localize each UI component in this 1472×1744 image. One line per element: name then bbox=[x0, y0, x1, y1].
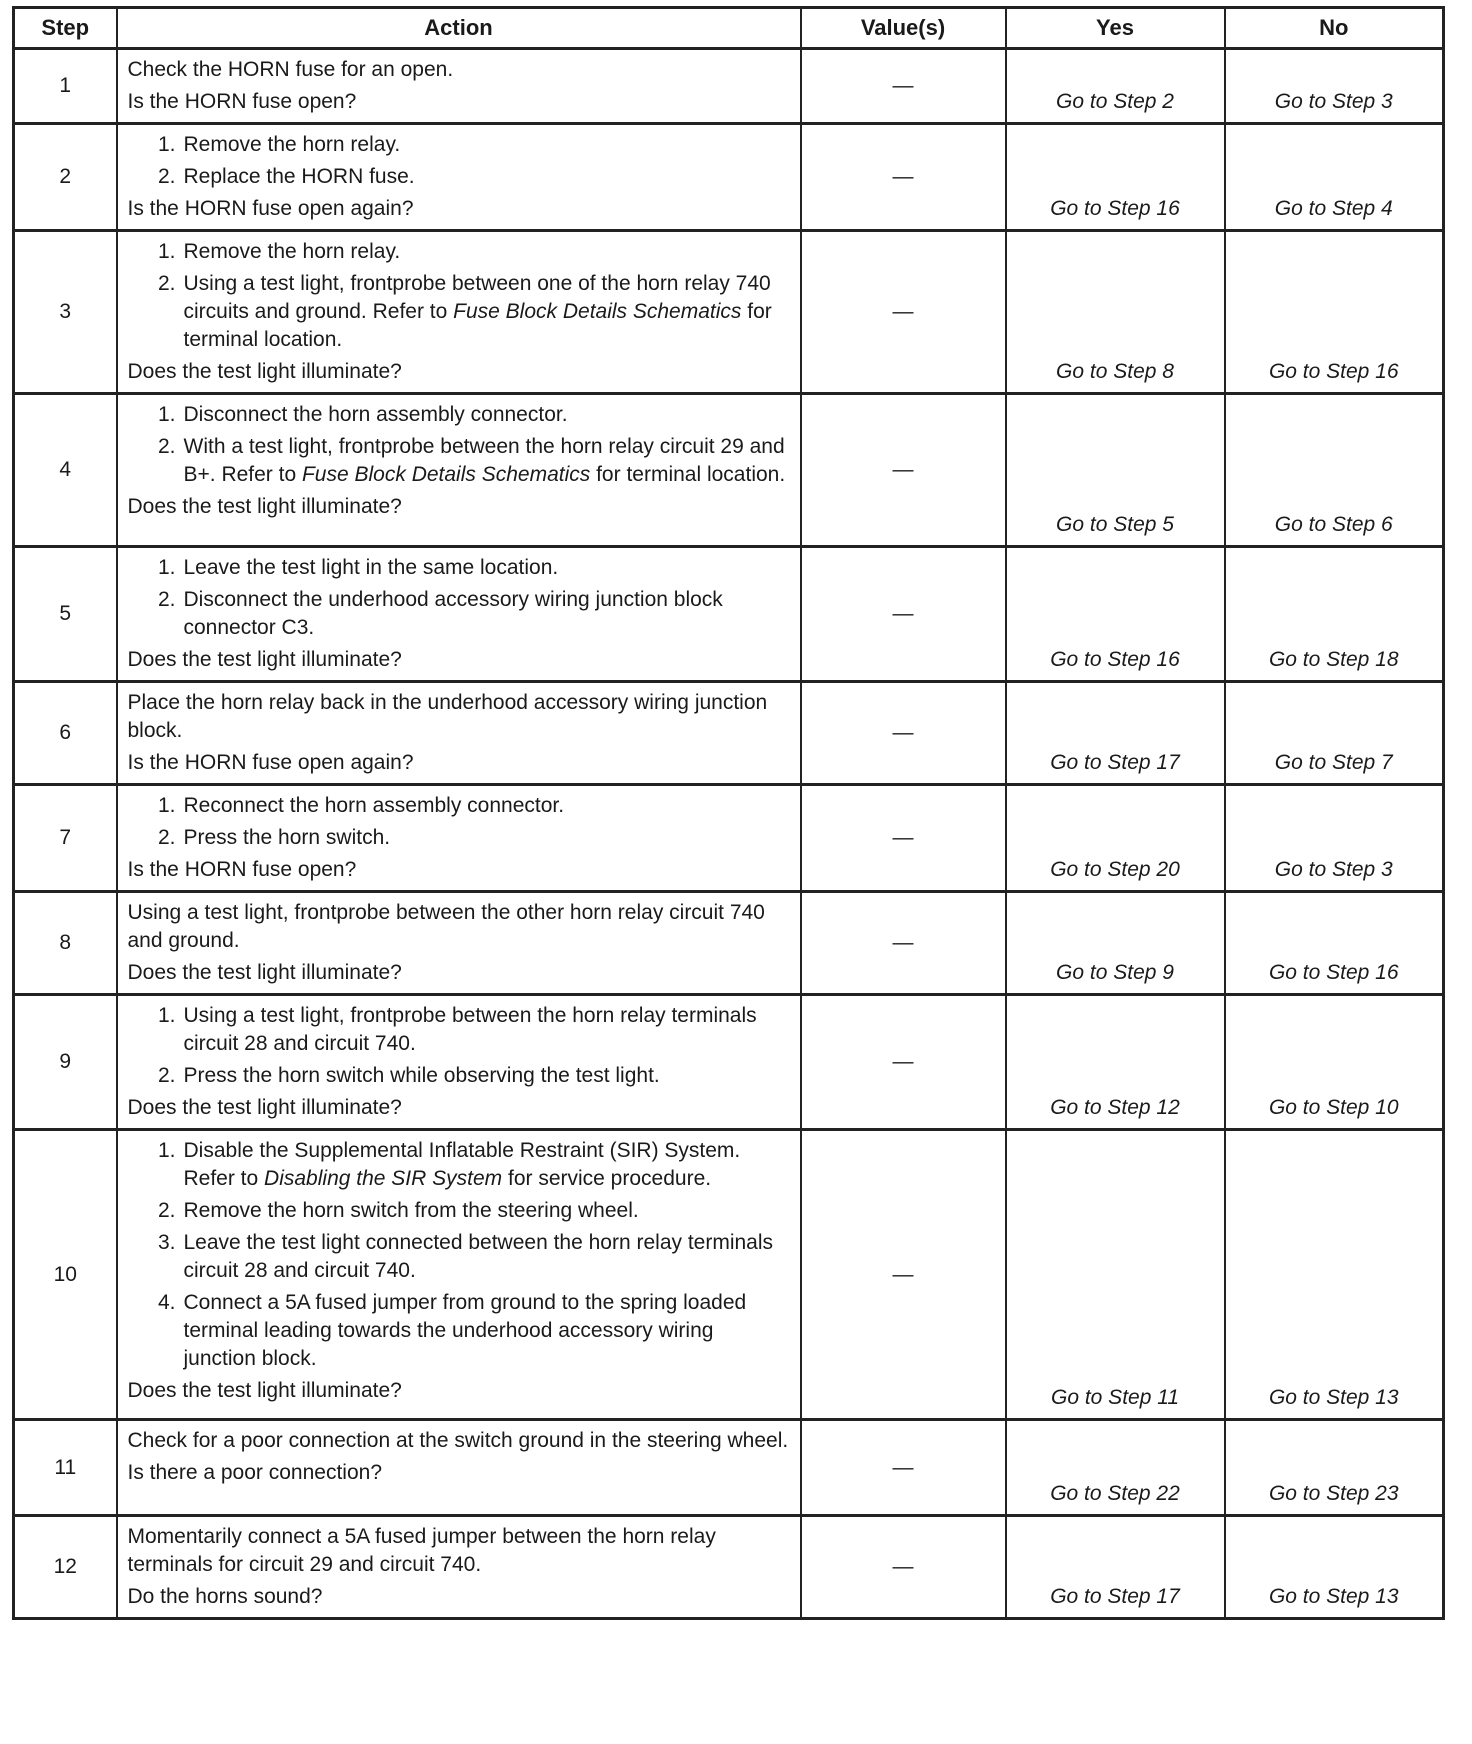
step-number: 9 bbox=[14, 995, 117, 1130]
action-step-number: 2. bbox=[157, 272, 176, 295]
value-cell: — bbox=[801, 995, 1006, 1130]
action-step-text bbox=[184, 131, 790, 159]
action-step-item bbox=[128, 586, 790, 642]
action-text: for terminal location. bbox=[590, 463, 786, 486]
action-step-number: 4. bbox=[157, 1291, 176, 1314]
action-text: Disconnect the horn assembly connector. bbox=[183, 403, 568, 426]
no-result: Go to Step 6 bbox=[1225, 394, 1444, 547]
table-row bbox=[14, 231, 1444, 394]
action-step-item bbox=[128, 131, 790, 159]
value-cell: — bbox=[801, 547, 1006, 682]
action-text: for service procedure. bbox=[502, 1167, 712, 1190]
action-step-text bbox=[184, 1062, 790, 1090]
action-paragraph bbox=[128, 1523, 790, 1579]
action-text: Using a test light, frontprobe between the other horn relay circuit 740 and ground. bbox=[127, 901, 765, 952]
action-text: Disconnect the underhood accessory wiring junction block connector C3. bbox=[183, 588, 723, 639]
action-step-text bbox=[184, 163, 790, 191]
reference-title: Fuse Block Details Schematics bbox=[453, 300, 742, 323]
action-step-number: 1. bbox=[157, 133, 176, 156]
action-step-text bbox=[184, 238, 790, 266]
reference-title: Disabling the SIR System bbox=[264, 1167, 503, 1190]
action-paragraph bbox=[128, 899, 790, 955]
no-result: Go to Step 18 bbox=[1225, 547, 1444, 682]
action-text: Replace the HORN fuse. bbox=[183, 165, 415, 188]
action-paragraph bbox=[128, 1427, 790, 1455]
action-step-item bbox=[128, 1289, 790, 1373]
action-step-item bbox=[128, 1062, 790, 1090]
table-row bbox=[14, 1130, 1444, 1420]
action-question: Is there a poor connection? bbox=[127, 1461, 383, 1484]
action-step-item bbox=[128, 554, 790, 582]
action-question: Is the HORN fuse open? bbox=[127, 90, 357, 113]
action-step-number: 2. bbox=[157, 1199, 176, 1222]
step-number: 2 bbox=[14, 124, 117, 231]
action-step-text bbox=[184, 401, 790, 429]
yes-result: Go to Step 8 bbox=[1006, 231, 1225, 394]
table-row bbox=[14, 892, 1444, 995]
value-cell: — bbox=[801, 892, 1006, 995]
action-step-item bbox=[128, 401, 790, 429]
header-action: Action bbox=[117, 8, 801, 49]
no-result: Go to Step 7 bbox=[1225, 682, 1444, 785]
value-cell: — bbox=[801, 49, 1006, 124]
yes-result: Go to Step 5 bbox=[1006, 394, 1225, 547]
no-result: Go to Step 4 bbox=[1225, 124, 1444, 231]
no-result: Go to Step 10 bbox=[1225, 995, 1444, 1130]
table-row bbox=[14, 1516, 1444, 1619]
action-step-number: 1. bbox=[157, 240, 176, 263]
action-step-text bbox=[184, 1289, 790, 1373]
action-text: Remove the horn relay. bbox=[183, 240, 401, 263]
action-text: Using a test light, frontprobe between one of the horn relay 740 circuits and ground. Refer to bbox=[183, 272, 771, 323]
table-row bbox=[14, 547, 1444, 682]
action-question: Is the HORN fuse open again? bbox=[127, 751, 414, 774]
header-step: Step bbox=[14, 8, 117, 49]
action-step-text bbox=[184, 824, 790, 852]
action-text: Reconnect the horn assembly connector. bbox=[183, 794, 565, 817]
action-text: Leave the test light connected between the horn relay terminals circuit 28 and circuit 740. bbox=[183, 1231, 774, 1282]
yes-result: Go to Step 16 bbox=[1006, 124, 1225, 231]
action-step-number: 2. bbox=[157, 1064, 176, 1087]
action-steps-list bbox=[128, 554, 790, 642]
step-number: 4 bbox=[14, 394, 117, 547]
yes-result: Go to Step 11 bbox=[1006, 1130, 1225, 1420]
step-number: 11 bbox=[14, 1420, 117, 1516]
action-cell bbox=[117, 394, 801, 547]
action-text: Press the horn switch. bbox=[183, 826, 391, 849]
yes-result: Go to Step 22 bbox=[1006, 1420, 1225, 1516]
action-steps-list bbox=[128, 131, 790, 191]
table-row bbox=[14, 682, 1444, 785]
reference-title: Fuse Block Details Schematics bbox=[301, 463, 591, 486]
action-step-item bbox=[128, 433, 790, 489]
table-row bbox=[14, 49, 1444, 124]
action-text: Using a test light, frontprobe between the horn relay terminals circuit 28 and circuit 740. bbox=[183, 1004, 757, 1055]
yes-result: Go to Step 20 bbox=[1006, 785, 1225, 892]
action-step-text bbox=[184, 792, 790, 820]
action-cell bbox=[117, 1420, 801, 1516]
action-step-item bbox=[128, 824, 790, 852]
action-cell bbox=[117, 1516, 801, 1619]
header-yes: Yes bbox=[1006, 8, 1225, 49]
action-question: Does the test light illuminate? bbox=[127, 648, 402, 671]
action-step-text bbox=[184, 433, 790, 489]
action-text: Remove the horn relay. bbox=[183, 133, 401, 156]
action-text: Disable the Supplemental Inflatable Restraint (SIR) System. Refer to bbox=[183, 1139, 741, 1190]
yes-result: Go to Step 9 bbox=[1006, 892, 1225, 995]
action-step-number: 2. bbox=[157, 826, 176, 849]
action-step-item bbox=[128, 1197, 790, 1225]
action-step-text bbox=[184, 1137, 790, 1193]
action-question: Does the test light illuminate? bbox=[127, 495, 402, 518]
step-number: 1 bbox=[14, 49, 117, 124]
action-step-number: 3. bbox=[157, 1231, 176, 1254]
header-no: No bbox=[1225, 8, 1444, 49]
action-question: Do the horns sound? bbox=[127, 1585, 323, 1608]
action-step-text bbox=[184, 1229, 790, 1285]
action-cell bbox=[117, 892, 801, 995]
action-cell bbox=[117, 231, 801, 394]
action-step-number: 1. bbox=[157, 403, 176, 426]
value-cell: — bbox=[801, 1130, 1006, 1420]
action-text: With a test light, frontprobe between the horn relay circuit 29 and B+. Refer to bbox=[183, 435, 785, 486]
action-text: Leave the test light in the same location. bbox=[183, 556, 559, 579]
no-result: Go to Step 16 bbox=[1225, 892, 1444, 995]
action-step-number: 1. bbox=[157, 794, 176, 817]
value-cell: — bbox=[801, 231, 1006, 394]
action-text: Check the HORN fuse for an open. bbox=[127, 58, 454, 81]
value-cell: — bbox=[801, 682, 1006, 785]
action-step-text bbox=[184, 1197, 790, 1225]
step-number: 5 bbox=[14, 547, 117, 682]
value-cell: — bbox=[801, 1420, 1006, 1516]
action-step-text bbox=[184, 586, 790, 642]
action-cell bbox=[117, 995, 801, 1130]
yes-result: Go to Step 2 bbox=[1006, 49, 1225, 124]
action-question: Does the test light illuminate? bbox=[127, 961, 402, 984]
action-steps-list bbox=[128, 1137, 790, 1373]
action-cell bbox=[117, 1130, 801, 1420]
action-cell bbox=[117, 547, 801, 682]
action-steps-list bbox=[128, 401, 790, 489]
action-paragraph bbox=[128, 56, 790, 84]
no-result: Go to Step 13 bbox=[1225, 1516, 1444, 1619]
action-step-number: 1. bbox=[157, 1139, 176, 1162]
step-number: 7 bbox=[14, 785, 117, 892]
action-text: Momentarily connect a 5A fused jumper between the horn relay terminals for circuit 29 and circuit 740. bbox=[127, 1525, 716, 1576]
value-cell: — bbox=[801, 785, 1006, 892]
value-cell: — bbox=[801, 1516, 1006, 1619]
no-result: Go to Step 23 bbox=[1225, 1420, 1444, 1516]
action-text: Check for a poor connection at the switch ground in the steering wheel. bbox=[127, 1429, 789, 1452]
action-step-item bbox=[128, 163, 790, 191]
table-row bbox=[14, 1420, 1444, 1516]
yes-result: Go to Step 17 bbox=[1006, 682, 1225, 785]
no-result: Go to Step 3 bbox=[1225, 785, 1444, 892]
action-steps-list bbox=[128, 1002, 790, 1090]
action-steps-list bbox=[128, 238, 790, 354]
action-text: Place the horn relay back in the underhood accessory wiring junction block. bbox=[127, 691, 768, 742]
action-cell bbox=[117, 124, 801, 231]
yes-result: Go to Step 16 bbox=[1006, 547, 1225, 682]
action-cell bbox=[117, 785, 801, 892]
action-step-item bbox=[128, 238, 790, 266]
table-row bbox=[14, 785, 1444, 892]
action-step-text bbox=[184, 1002, 790, 1058]
yes-result: Go to Step 12 bbox=[1006, 995, 1225, 1130]
action-question: Is the HORN fuse open? bbox=[127, 858, 357, 881]
header-values: Value(s) bbox=[801, 8, 1006, 49]
step-number: 10 bbox=[14, 1130, 117, 1420]
action-question: Does the test light illuminate? bbox=[127, 1096, 402, 1119]
step-number: 6 bbox=[14, 682, 117, 785]
action-steps-list bbox=[128, 792, 790, 852]
value-cell: — bbox=[801, 394, 1006, 547]
action-text: Remove the horn switch from the steering wheel. bbox=[183, 1199, 639, 1222]
action-text: for terminal location. bbox=[183, 300, 772, 351]
diagnostic-table-page bbox=[12, 6, 1442, 1620]
no-result: Go to Step 16 bbox=[1225, 231, 1444, 394]
header-row bbox=[14, 8, 1444, 49]
action-step-text bbox=[184, 554, 790, 582]
action-question: Does the test light illuminate? bbox=[127, 360, 402, 383]
table-body bbox=[14, 49, 1444, 1619]
table-row bbox=[14, 995, 1444, 1130]
diagnostic-table bbox=[12, 6, 1445, 1620]
action-paragraph bbox=[128, 689, 790, 745]
action-question: Does the test light illuminate? bbox=[127, 1379, 402, 1402]
action-text: Connect a 5A fused jumper from ground to the spring loaded terminal leading towards the underhood accessory wiring junction block. bbox=[183, 1291, 747, 1370]
no-result: Go to Step 13 bbox=[1225, 1130, 1444, 1420]
action-step-number: 2. bbox=[157, 165, 176, 188]
action-text: Press the horn switch while observing the test light. bbox=[183, 1064, 660, 1087]
no-result: Go to Step 3 bbox=[1225, 49, 1444, 124]
yes-result: Go to Step 17 bbox=[1006, 1516, 1225, 1619]
action-step-item bbox=[128, 1002, 790, 1058]
step-number: 3 bbox=[14, 231, 117, 394]
action-step-text bbox=[184, 270, 790, 354]
action-step-item bbox=[128, 1229, 790, 1285]
action-step-item bbox=[128, 1137, 790, 1193]
action-step-number: 1. bbox=[157, 1004, 176, 1027]
action-step-number: 1. bbox=[157, 556, 176, 579]
action-cell bbox=[117, 682, 801, 785]
table-row bbox=[14, 124, 1444, 231]
action-step-item bbox=[128, 792, 790, 820]
action-question: Is the HORN fuse open again? bbox=[127, 197, 414, 220]
action-step-number: 2. bbox=[157, 588, 176, 611]
step-number: 12 bbox=[14, 1516, 117, 1619]
action-cell bbox=[117, 49, 801, 124]
action-step-item bbox=[128, 270, 790, 354]
action-step-number: 2. bbox=[157, 435, 176, 458]
table-row bbox=[14, 394, 1444, 547]
step-number: 8 bbox=[14, 892, 117, 995]
value-cell: — bbox=[801, 124, 1006, 231]
